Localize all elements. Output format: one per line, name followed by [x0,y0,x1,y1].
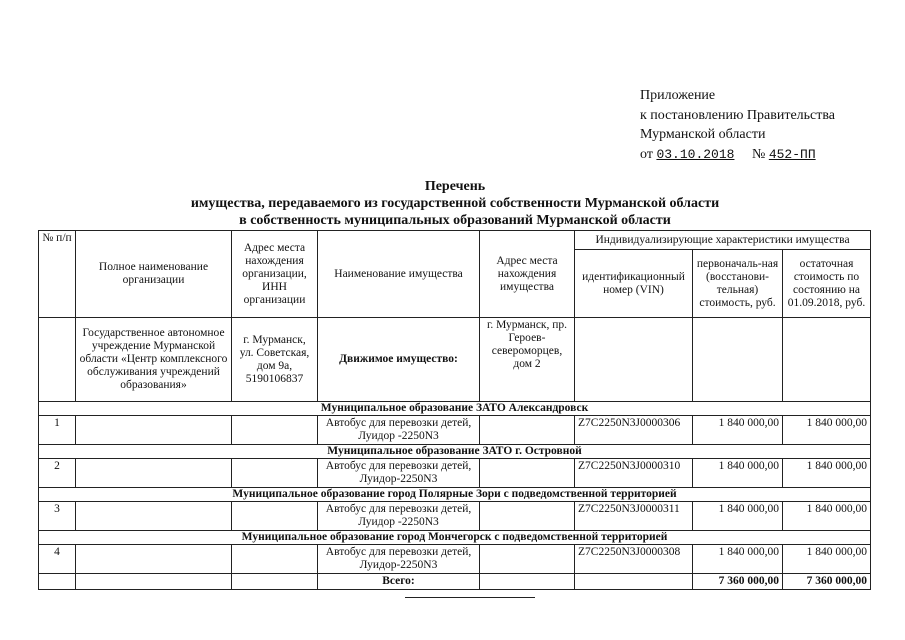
row-residual-cost: 1 840 000,00 [783,502,871,531]
date-prefix: от [640,146,653,162]
appendix-title: Приложение [640,88,716,103]
number-prefix: № [751,146,766,162]
row-initial-cost: 1 840 000,00 [693,502,783,531]
total-label: Всего: [318,574,480,590]
row-vin: Z7C2250N3J0000310 [575,459,693,488]
row-initial-cost: 1 840 000,00 [693,416,783,445]
header-num: № п/п [39,231,76,318]
document-title [40,178,870,229]
property-address: г. Мурманск, пр. Героев-североморцев, дом 2 [480,318,575,402]
resolution-date: 03.10.2018 [656,146,735,162]
header-group: Индивидуализирующие характеристики имущества [575,231,871,250]
header-vin: идентификационный номер (VIN) [575,250,693,318]
section-row [39,445,871,459]
section-row [39,531,871,545]
title-line-2: имущества, передаваемого из государственной собственности Мурманской области [190,196,720,211]
row-initial-cost: 1 840 000,00 [693,545,783,574]
appendix-block [640,86,835,164]
header-org-address: Адрес места нахождения организации, ИНН организации [232,231,318,318]
row-property: Автобус для перевозки детей, Луидор-2250N3 [318,459,480,488]
section-title: Муниципальное образование город Полярные Зори с подведомственной территорией [39,488,871,502]
header-org-name: Полное наименование организации [76,231,232,318]
row-num: 4 [39,545,76,574]
row-num: 1 [39,416,76,445]
property-table [38,230,871,590]
row-residual-cost: 1 840 000,00 [783,545,871,574]
row-vin: Z7C2250N3J0000306 [575,416,693,445]
row-residual-cost: 1 840 000,00 [783,416,871,445]
total-residual-cost: 7 360 000,00 [783,574,871,590]
header-property-address: Адрес места нахождения имущества [480,231,575,318]
appendix-date-line [640,145,835,165]
title-line-1: Перечень [424,179,486,194]
row-vin: Z7C2250N3J0000308 [575,545,693,574]
table-row [39,416,871,445]
closing-rule [405,597,535,598]
header-residual-cost: остаточная стоимость по состоянию на 01.09.2018, руб. [783,250,871,318]
header-property-name: Наименование имущества [318,231,480,318]
row-vin: Z7C2250N3J0000311 [575,502,693,531]
total-row [39,574,871,590]
org-row [39,318,871,402]
table-row [39,545,871,574]
section-title: Муниципальное образование ЗАТО Александровск [39,402,871,416]
total-initial-cost: 7 360 000,00 [693,574,783,590]
org-name: Государственное автономное учреждение Мурманской области «Центр комплексного обслуживания учреждений образования» [76,318,232,402]
header-initial-cost: первоначаль-ная (восстанови-тельная) стоимость, руб. [693,250,783,318]
section-title: Муниципальное образование город Мончегорск с подведомственной территорией [39,531,871,545]
property-group-label: Движимое имущество: [318,318,480,402]
header-row-1 [39,231,871,250]
table-row [39,502,871,531]
org-address: г. Мурманск, ул. Советская, дом 9а, 5190106837 [232,318,318,402]
row-property: Автобус для перевозки детей, Луидор -2250N3 [318,416,480,445]
row-residual-cost: 1 840 000,00 [783,459,871,488]
appendix-region: Мурманской области [640,127,766,142]
resolution-number: 452-ПП [768,146,816,162]
appendix-resolution: к постановлению Правительства [640,107,836,123]
row-num: 3 [39,502,76,531]
row-initial-cost: 1 840 000,00 [693,459,783,488]
section-row [39,402,871,416]
section-row [39,488,871,502]
row-property: Автобус для перевозки детей, Луидор-2250N3 [318,545,480,574]
row-num: 2 [39,459,76,488]
table-row [39,459,871,488]
title-line-3: в собственность муниципальных образований Мурманской области [239,213,671,228]
row-property: Автобус для перевозки детей, Луидор -2250N3 [318,502,480,531]
section-title: Муниципальное образование ЗАТО г. Островной [39,445,871,459]
